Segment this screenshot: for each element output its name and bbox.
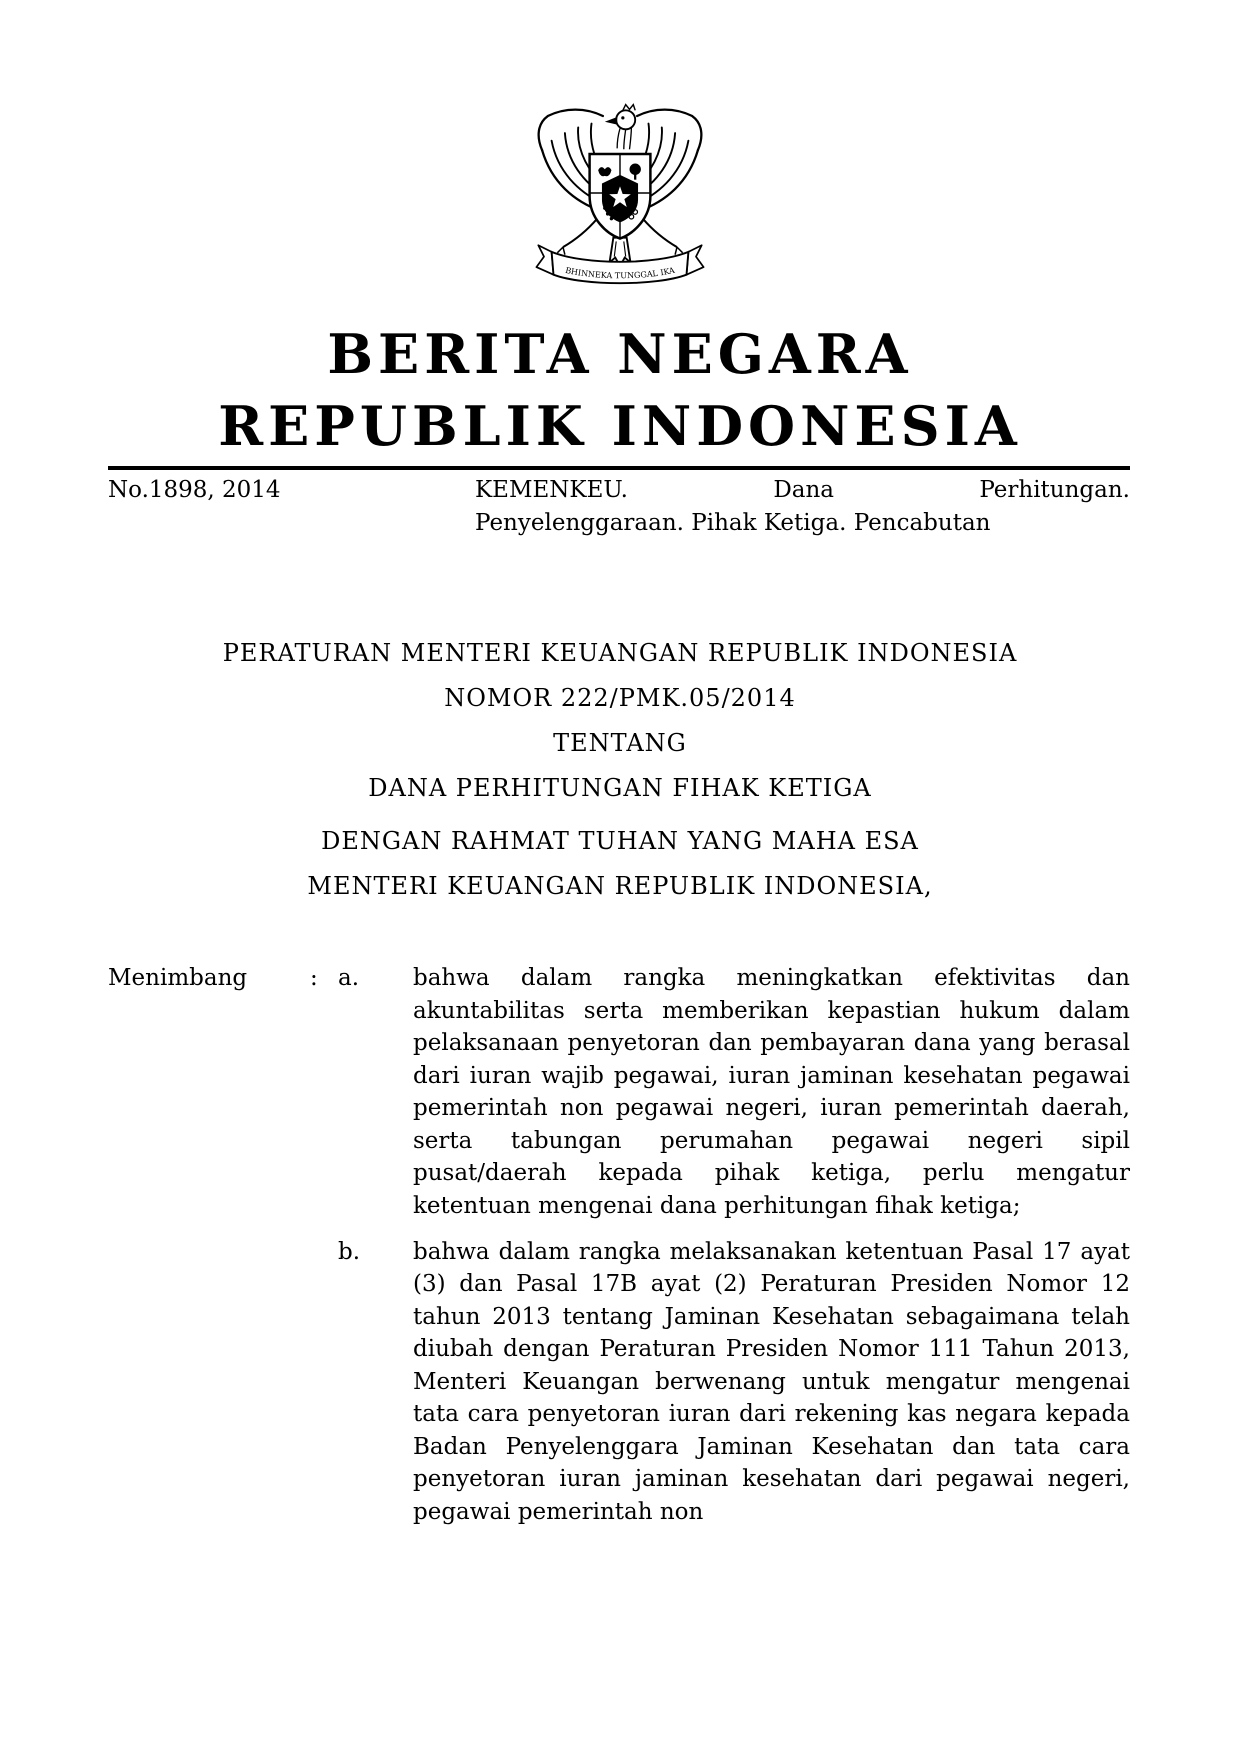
regulation-number: NOMOR 222/PMK.05/2014 (444, 684, 796, 712)
subject-word-1: KEMENKEU. (475, 477, 628, 503)
menimbang-label: Menimbang (108, 965, 248, 991)
consideration-item-a (108, 962, 1130, 1222)
regulation-title-line1: PERATURAN MENTERI KEUANGAN REPUBLIK INDONESIA (222, 639, 1018, 667)
subject-word-3: Perhitungan. (979, 477, 1130, 503)
item-marker-b: b. (338, 1238, 361, 1265)
item-marker-a: a. (338, 965, 360, 991)
subject-word-2: Dana (773, 477, 835, 503)
garuda-pancasila-icon (525, 95, 715, 290)
emblem-banner-text: BHINNEKA TUNGGAL IKA (564, 265, 676, 281)
subject-line1 (475, 474, 1130, 507)
issuer-line: MENTERI KEUANGAN REPUBLIK INDONESIA, (307, 872, 933, 900)
masthead (0, 318, 1240, 462)
gazette-title-line1: BERITA NEGARA (327, 322, 913, 386)
gazette-header (108, 474, 1130, 539)
considerations-section (108, 962, 1130, 1528)
regulation-title-block (110, 631, 1130, 909)
subject-line2: Penyelenggaraan. Pihak Ketiga. Pencabutan (475, 509, 991, 536)
masthead-divider-rule (108, 466, 1130, 470)
item-text-b: bahwa dalam rangka melaksanakan ketentuan Pasal 17 ayat (3) dan Pasal 17B ayat (2) Peraturan Presiden Nomor 12 tahun 2013 tentang Jaminan Kesehatan sebagaimana telah diubah dengan Peraturan Presiden Nomor 111 Tahun 2013, Menteri Keuangan berwenang untuk mengatur mengenai tata cara penyetoran iuran dari rekening kas negara kepada Badan Penyelenggara Jaminan Kesehatan dan tata cara penyetoran iuran jaminan kesehatan dari pegawai negeri, pegawai pemerintah non (413, 1238, 1130, 1525)
subject-block (475, 474, 1130, 539)
gazette-title-line2: REPUBLIK INDONESIA (218, 394, 1022, 458)
regulation-tentang: TENTANG (553, 729, 687, 757)
consideration-item-b (108, 1236, 1130, 1529)
issue-number: No.1898, 2014 (108, 477, 281, 503)
emblem-container (0, 95, 1240, 294)
menimbang-colon: : (310, 965, 318, 991)
regulation-subject: DANA PERHITUNGAN FIHAK KETIGA (368, 774, 872, 802)
item-text-a: bahwa dalam rangka meningkatkan efektivitas dan akuntabilitas serta memberikan kepastian hukum dalam pelaksanaan penyetoran dan pembayaran dana yang berasal dari iuran wajib pegawai, iuran jaminan kesehatan pegawai pemerintah non pegawai negeri, iuran pemerintah daerah, serta tabungan perumahan pegawai negeri sipil pusat/daerah kepada pihak ketiga, perlu mengatur ketentuan mengenai dana perhitungan fihak ketiga; (413, 965, 1130, 1219)
invocation-line: DENGAN RAHMAT TUHAN YANG MAHA ESA (321, 827, 919, 855)
